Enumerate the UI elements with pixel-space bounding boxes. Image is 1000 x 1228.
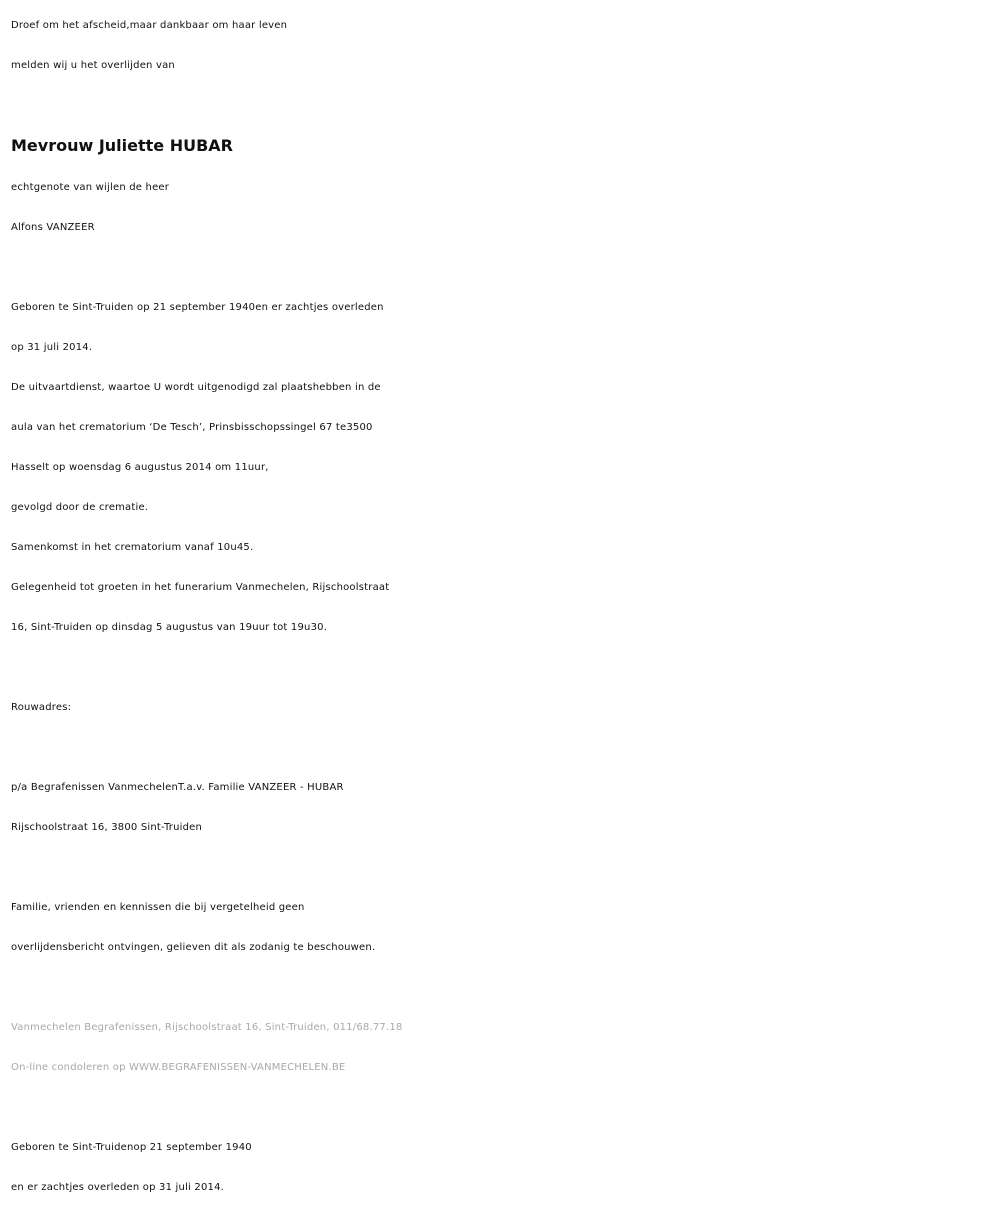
notice-line: overlijdensbericht ontvingen, gelieven dit als zodanig te beschouwen. (11, 942, 376, 953)
detail-line: op 31 juli 2014. (11, 342, 93, 353)
spacer (11, 848, 996, 888)
detail-line: gevolgd door de crematie. (11, 502, 149, 513)
mourning-address (11, 768, 996, 848)
detail-line: Hasselt op woensdag 6 augustus 2014 om 11uur, (11, 462, 269, 473)
condolence-website-line: On-line condoleren op WWW.BEGRAFENISSEN-VANMECHELEN.BE (11, 1062, 346, 1073)
funeral-details (11, 288, 996, 648)
summary-text (11, 1128, 996, 1208)
spouse-info (11, 168, 996, 248)
spouse-line: Alfons VANZEER (11, 222, 95, 233)
intro-text (11, 6, 996, 86)
spacer (11, 1088, 996, 1128)
spacer (11, 968, 996, 1008)
intro-line: Droef om het afscheid,maar dankbaar om haar leven (11, 20, 288, 31)
detail-line: De uitvaartdienst, waartoe U wordt uitgenodigd zal plaatshebben in de (11, 382, 381, 393)
funeral-home-line: Vanmechelen Begrafenissen, Rijschoolstraat 16, Sint-Truiden, 011/68.77.18 (11, 1022, 403, 1033)
summary-line: en er zachtjes overleden op 31 juli 2014. (11, 1182, 225, 1193)
detail-line: Gelegenheid tot groeten in het funerarium Vanmechelen, Rijschoolstraat (11, 582, 390, 593)
detail-line: 16, Sint-Truiden op dinsdag 5 augustus van 19uur tot 19u30. (11, 622, 328, 633)
spacer (11, 648, 996, 688)
detail-line: Samenkomst in het crematorium vanaf 10u45. (11, 542, 254, 553)
notice-line: Familie, vrienden en kennissen die bij vergetelheid geen (11, 902, 305, 913)
address-line: Rijschoolstraat 16, 3800 Sint-Truiden (11, 822, 203, 833)
spacer (11, 248, 996, 288)
mourning-address-label: Rouwadres: (11, 702, 72, 713)
deceased-name: Mevrouw Juliette HUBAR (11, 136, 233, 155)
summary-line: Geboren te Sint-Truidenop 21 september 1940 (11, 1142, 252, 1153)
spacer (11, 728, 996, 768)
detail-line: aula van het crematorium ‘De Tesch’, Prinsbisschopssingel 67 te3500 (11, 422, 373, 433)
obituary-notice (11, 6, 996, 1208)
funeral-home-info (11, 1008, 996, 1088)
spouse-line: echtgenote van wijlen de heer (11, 182, 170, 193)
intro-line: melden wij u het overlijden van (11, 60, 175, 71)
detail-line: Geboren te Sint-Truiden op 21 september 1940en er zachtjes overleden (11, 302, 384, 313)
notice-text (11, 888, 996, 968)
address-line: p/a Begrafenissen VanmechelenT.a.v. Familie VANZEER - HUBAR (11, 782, 344, 793)
